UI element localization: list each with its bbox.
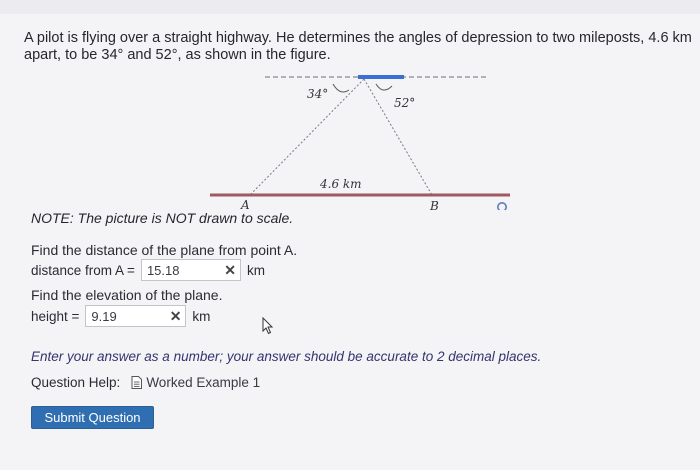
- problem-text: A pilot is flying over a straight highway. He determines the angles of depression to two mileposts, 4.6 km apart, to be 34° and 52°, as shown in the figure.: [24, 30, 692, 63]
- figure: [0, 60, 540, 210]
- question-help-label: Question Help:: [31, 375, 121, 390]
- top-bar: [0, 0, 700, 14]
- distance-label: 4.6 km: [320, 177, 362, 191]
- distance-input[interactable]: [141, 259, 241, 281]
- angle-arc-left: [333, 84, 349, 92]
- question-help: [31, 375, 260, 390]
- plane-marker: [358, 75, 404, 79]
- question-1: Find the distance of the plane from point A.: [31, 242, 298, 258]
- worked-example-link[interactable]: Worked Example 1: [146, 375, 261, 390]
- question-2: Find the elevation of the plane.: [31, 287, 223, 303]
- answer-row-2: [31, 305, 210, 327]
- x-icon: ✕: [169, 307, 182, 324]
- zoom-icon[interactable]: [498, 203, 509, 210]
- x-icon: ✕: [224, 261, 236, 278]
- document-icon: [131, 376, 142, 389]
- angle-right-label: 52°: [394, 96, 416, 110]
- distance-value: 15.18: [146, 262, 180, 278]
- angle-left-label: 34°: [307, 87, 329, 101]
- figure-note: NOTE: The picture is NOT drawn to scale.: [31, 210, 294, 226]
- answer-2-unit: km: [192, 308, 211, 324]
- answer-1-unit: km: [246, 262, 265, 278]
- instructions-hint: Enter your answer as a number; your answer should be accurate to 2 decimal places.: [31, 349, 542, 364]
- height-value: 9.19: [91, 308, 117, 324]
- height-input[interactable]: [85, 305, 186, 327]
- point-b-label: B: [430, 199, 439, 210]
- answer-row-1: [31, 259, 265, 281]
- submit-question-button[interactable]: Submit Question: [31, 406, 154, 429]
- answer-2-label: height =: [31, 308, 80, 324]
- point-a-label: A: [241, 198, 250, 210]
- angle-arc-right: [376, 84, 392, 90]
- mouse-cursor-icon: [261, 317, 275, 335]
- answer-1-label: distance from A =: [31, 262, 135, 278]
